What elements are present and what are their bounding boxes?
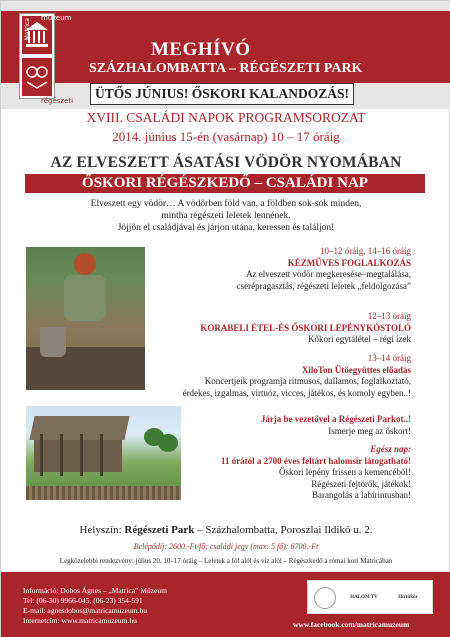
sponsor-logos bbox=[307, 580, 433, 614]
footer bbox=[1, 572, 450, 637]
block-title: KORABELI ÉTEL-ÉS ŐSKORI LEPÉNYKÓSTOLÓ bbox=[200, 322, 411, 333]
allday-line: Régészeti fejtörők, játékok! bbox=[311, 478, 411, 489]
next-event: Legközelebbi rendezvény: július 20. 10–17 óráig – Leletek a föl alól és víz alól – Régészkedő a római kori Matricában bbox=[59, 557, 393, 565]
city-crest-icon bbox=[314, 587, 336, 609]
place-title: SZÁZHALOMBATTA – RÉGÉSZETI PARK bbox=[89, 61, 363, 76]
program-block-food bbox=[161, 311, 411, 346]
block-time: 12–13 óráig bbox=[367, 311, 411, 321]
intro-text bbox=[41, 198, 411, 234]
photo-archaeological-park bbox=[26, 406, 181, 500]
block-line: Koncertjeik programja ritmusos, dallamos, foglalkoztató, bbox=[204, 376, 411, 386]
intro-line: Elveszett egy vödör… A vödörben föld van, a földben sok-sok minden, bbox=[90, 199, 362, 209]
venue-prefix: Helyszín: bbox=[79, 524, 125, 536]
block-time: 13–14 óráig bbox=[367, 353, 411, 363]
contact-email[interactable]: E-mail: agnesdobos@matricamuzeum.hu bbox=[23, 606, 147, 615]
contact-web[interactable]: Internetcím: www.matricamuzeum.hu bbox=[23, 616, 137, 625]
archaeology-icon bbox=[22, 58, 52, 96]
block-line: cserépragasztás, régészeti leletek „feldolgozása” bbox=[236, 280, 411, 291]
invite-title: MEGHÍVÓ bbox=[151, 39, 251, 60]
guided-tour bbox=[181, 414, 411, 437]
intro-line: Jöjjön el családjával és járjon utána, keressen és találjon! bbox=[117, 223, 335, 233]
logo-word-top: múzeum bbox=[41, 14, 72, 22]
museum-logo bbox=[19, 13, 55, 99]
subheadline-band: ŐSKORI RÉGÉSZKEDŐ – CSALÁDI NAP bbox=[25, 174, 425, 193]
program-block-concert bbox=[151, 353, 411, 399]
block-title: KÉZMŰVES FOGLALKOZÁS bbox=[287, 257, 411, 268]
halom-tv-logo: HALOM TV bbox=[350, 595, 378, 600]
logo-word-bottom: régészeti bbox=[41, 97, 74, 105]
venue-address: – Százhalombatta, Poroszlai Ildikó u. 2. bbox=[194, 524, 373, 536]
hirtukor-logo: Hírtükör bbox=[398, 595, 418, 600]
block-line: Az elveszett vödör megkeresése–megtalálása, bbox=[246, 269, 411, 279]
program-block-crafts bbox=[161, 246, 411, 292]
allday-line: Őskori lepény frissen a kemencéből! bbox=[279, 467, 411, 477]
allday-label: Egész nap: bbox=[370, 444, 411, 454]
allday-line: Barangolás a labirintusban! bbox=[312, 490, 411, 500]
venue-name: Régészeti Park bbox=[124, 524, 195, 536]
program-series: XVIII. CSALÁDI NAPOK PROGRAMSOROZAT bbox=[86, 110, 366, 125]
header bbox=[1, 1, 450, 109]
block-time: 10–12 óráig, 14–16 óráig bbox=[320, 246, 411, 256]
venue bbox=[1, 524, 450, 536]
photo-boy-digging bbox=[26, 247, 145, 390]
tour-title: Járja be vezetővel a Régészeti Parkot..! bbox=[260, 414, 411, 424]
contact-info bbox=[23, 586, 167, 626]
block-line: érdekes, izgalmas, virtuóz, vicces, játékos, és komoly egyben..! bbox=[182, 387, 411, 398]
facebook-link[interactable]: www.facebook.com/matricamuzeum bbox=[293, 620, 410, 629]
intro-line: mintha régészeti leletek lennének. bbox=[161, 211, 291, 221]
logo-top-text: Matrica bbox=[24, 18, 31, 41]
block-line: Kőkori egytálétel – régi ízek bbox=[308, 334, 411, 344]
contact-phone: Tel: (06-30) 9966-045, (06-23) 354-591 bbox=[23, 596, 143, 605]
tour-line: Ismerje meg az őskort! bbox=[328, 425, 411, 436]
event-date: 2014. június 15-én (vasárnap) 10 – 17 óráig bbox=[112, 129, 340, 144]
logo-bottom bbox=[22, 58, 52, 96]
entry-fee: Belépődíj: 2600.-Ft/fő; családi jegy (max: 5 fő): 6700.-Ft bbox=[133, 542, 319, 551]
slogan-box: ÜTŐS JÚNIUS! ŐSKORI KALANDOZÁS! bbox=[90, 83, 354, 105]
allday-line: 11 órától a 2700 éves feltárt halomsír látogatható! bbox=[220, 455, 411, 466]
all-day-program bbox=[171, 444, 411, 502]
headline: AZ ELVESZETT ÁSATÁSI VÖDÖR NYOMÁBAN bbox=[50, 154, 402, 171]
block-title: XiloTon Ütőegyüttes előadás bbox=[301, 364, 411, 375]
contact-line: Információ: Dobos Ágnes – „Matrica” Múzeum bbox=[23, 586, 167, 595]
